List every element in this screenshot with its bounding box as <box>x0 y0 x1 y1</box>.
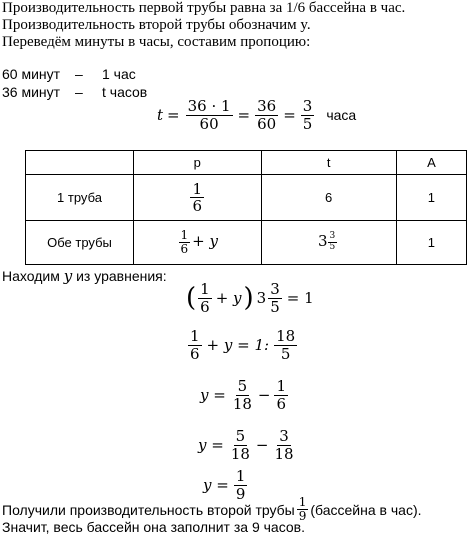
table-cell-p <box>134 221 261 265</box>
equation-3-d2: 6 <box>276 394 287 413</box>
equation-4-minus: − <box>255 436 269 454</box>
find-y-after: из уравнения: <box>72 268 167 284</box>
equation-1-frac <box>198 281 212 315</box>
conclusion-line-2: Значит, весь бассейн она заполнит за 9 часов. <box>2 519 305 535</box>
table-header-cell: p <box>134 151 261 175</box>
equation-1-rhs: = 1 <box>286 289 314 307</box>
conclusion-frac-den: 9 <box>298 509 307 524</box>
table-cell-p-den: 6 <box>180 242 189 256</box>
equation-5-den: 9 <box>235 484 246 503</box>
table-header-row <box>26 151 467 175</box>
equation-1-plus: + y <box>215 289 242 307</box>
equation-3-n2: 1 <box>276 377 287 395</box>
pipe-table <box>25 150 467 265</box>
conclusion-before: Получили производительность второй трубы <box>2 501 295 518</box>
table-cell-p-den: 6 <box>192 197 203 215</box>
table-cell-t-den: 5 <box>329 242 336 253</box>
find-y-var: y <box>63 267 73 285</box>
table-header-cell: t <box>261 151 396 175</box>
formula-t-frac-3-num: 3 <box>302 97 313 115</box>
equation-2-frac <box>188 328 202 362</box>
equation-1 <box>186 281 314 315</box>
equation-4 <box>198 428 298 462</box>
table-cell-t <box>261 221 396 265</box>
formula-t-eq-1: = <box>167 106 180 124</box>
table-row <box>26 221 467 265</box>
table-cell-p-plus: + y <box>192 231 218 250</box>
intro-line-1: Производительность первой трубы равна за 1/6 бассейна в час. <box>2 0 406 16</box>
equation-1-mden: 5 <box>270 297 280 316</box>
equation-3-d1: 18 <box>232 394 252 413</box>
table-cell-t-whole: 3 <box>318 232 328 251</box>
equation-4-frac-2 <box>272 428 295 462</box>
equation-1-whole: 3 <box>256 289 267 307</box>
table-cell-label: 1 труба <box>26 175 134 221</box>
formula-t-frac-1-num: 36 · 1 <box>187 97 231 115</box>
table-row <box>26 175 467 221</box>
proportion-row-2-right: t часов <box>102 84 148 100</box>
equation-3-frac-2 <box>274 378 288 412</box>
formula-t-var: t <box>157 106 164 124</box>
table-cell-t: 6 <box>261 175 396 221</box>
equation-4-lhs: y = <box>198 436 224 454</box>
equation-1-open-paren: ( <box>186 283 197 313</box>
formula-t-eq-3: = <box>283 106 296 124</box>
equation-2-rnum: 18 <box>276 327 296 345</box>
find-y-line <box>2 268 167 284</box>
intro-line-3: Переведём минуты в часы, составим пропоцию: <box>2 34 311 50</box>
equation-2-num: 1 <box>190 327 200 345</box>
equation-2-mid: + y = 1: <box>206 336 270 354</box>
equation-1-num: 1 <box>200 280 210 298</box>
equation-3-lhs: y = <box>200 386 226 404</box>
table-cell-p-frac <box>190 181 204 215</box>
equation-2-den: 6 <box>190 344 200 363</box>
equation-3-minus: − <box>257 386 271 404</box>
equation-2 <box>186 328 299 362</box>
equation-3 <box>200 378 290 412</box>
equation-4-n1: 5 <box>235 427 246 445</box>
equation-4-d1: 18 <box>230 444 250 463</box>
formula-t-frac-1 <box>186 98 233 132</box>
formula-t-frac-2-den: 60 <box>257 114 277 133</box>
table-cell-t-num: 3 <box>329 231 336 242</box>
table-cell-a: 1 <box>396 175 466 221</box>
equation-5-num: 1 <box>235 467 246 485</box>
formula-t-frac-2-num: 36 <box>257 97 277 115</box>
formula-t-frac-1-den: 60 <box>199 114 219 133</box>
equation-1-mnum: 3 <box>270 280 280 298</box>
conclusion-after: (бассейна в час). <box>310 501 422 518</box>
formula-t-unit: часа <box>326 107 357 123</box>
table-cell-p <box>134 175 261 221</box>
formula-t-frac-3 <box>301 98 315 132</box>
formula-t-frac-2 <box>255 98 278 132</box>
equation-3-n1: 5 <box>237 377 248 395</box>
proportion-row-1-left: 60 минут <box>2 66 61 82</box>
find-y-before: Находим <box>2 268 64 284</box>
proportion-row-2-dash: – <box>75 84 83 100</box>
table-cell-label: Обе трубы <box>26 221 134 265</box>
proportion-row-2-left: 36 минут <box>2 84 61 100</box>
table-cell-p-num: 1 <box>180 227 189 242</box>
table-header-cell: A <box>396 151 466 175</box>
equation-4-d2: 18 <box>274 444 294 463</box>
equation-2-rden: 5 <box>280 344 291 363</box>
proportion-row-1-dash: – <box>75 66 83 82</box>
table-cell-p-frac <box>179 229 191 256</box>
formula-t-eq-2: = <box>237 106 251 124</box>
equation-1-close-paren: ) <box>243 283 254 313</box>
equation-4-frac-1 <box>229 428 252 462</box>
proportion-row-1-right: 1 час <box>102 66 136 82</box>
equation-4-n2: 3 <box>279 427 289 445</box>
table-cell-t-frac <box>328 232 338 253</box>
equation-1-den: 6 <box>200 297 210 316</box>
conclusion-frac-num: 1 <box>298 495 307 509</box>
intro-line-2: Производительность второй трубы обозначим y. <box>2 17 311 33</box>
table-cell-a: 1 <box>396 221 466 265</box>
formula-t <box>157 98 356 132</box>
formula-t-frac-3-den: 5 <box>302 114 313 133</box>
equation-5-lhs: y = <box>203 476 229 494</box>
equation-2-rhs-frac <box>274 328 297 362</box>
equation-1-mixed-frac <box>268 281 282 315</box>
equation-3-frac-1 <box>231 378 254 412</box>
table-header-cell <box>26 151 134 175</box>
table-cell-p-num: 1 <box>192 179 203 198</box>
